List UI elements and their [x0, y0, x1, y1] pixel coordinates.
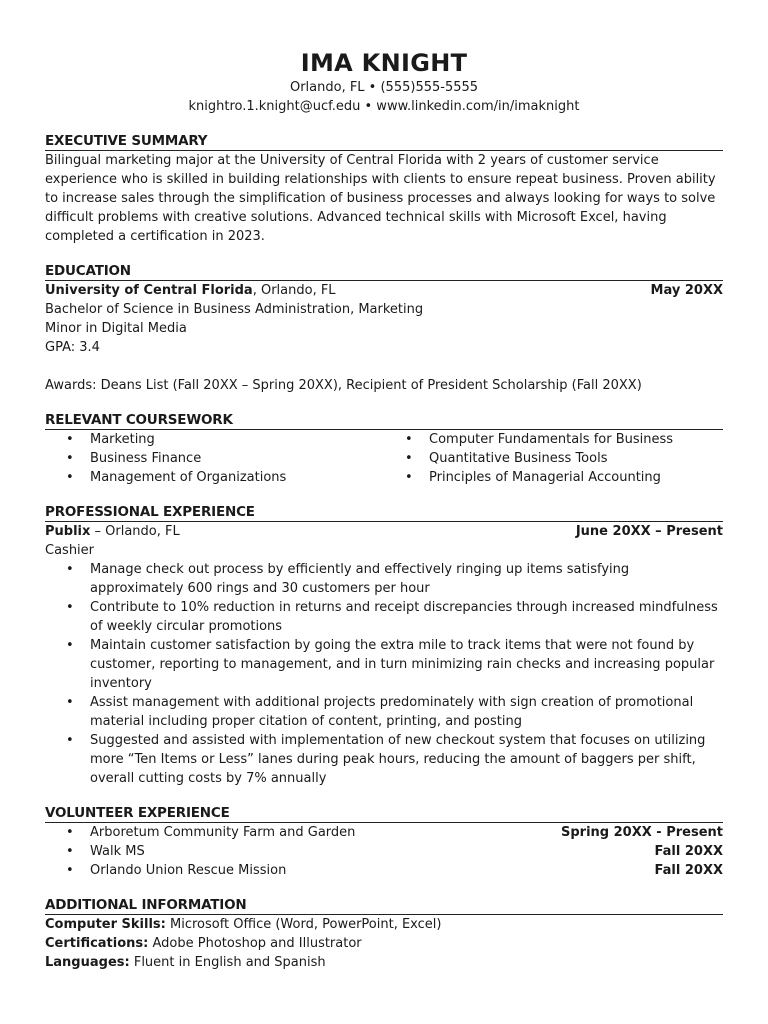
- list-item: • Business Finance: [45, 449, 384, 468]
- school-line: [45, 281, 336, 300]
- education-title: EDUCATION: [45, 262, 723, 281]
- list-item: • Computer Fundamentals for Business: [384, 430, 723, 449]
- school-location: , Orlando, FL: [252, 283, 336, 298]
- list-item: • Principles of Managerial Accounting: [384, 468, 723, 487]
- experience-section: [45, 503, 723, 788]
- education-section: [45, 262, 723, 395]
- email-linkedin: knightro.1.knight@ucf.edu • www.linkedin.com/in/imaknight: [188, 99, 580, 114]
- list-item: • Manage check out process by efficiently and effectively ringing up items satisfying approximately 600 rings and 30 customers per hour: [45, 560, 723, 598]
- list-item: • Assist management with additional projects predominately with sign creation of promotional material including proper citation of content, printing, and posting: [45, 693, 723, 731]
- lang-label: Languages:: [45, 955, 130, 970]
- volunteer-org: • Walk MS: [90, 844, 145, 859]
- education-date: May 20XX: [650, 283, 723, 298]
- list-item: • Suggested and assisted with implementation of new checkout system that focuses on utilizing more “Ten Items or Less” lanes during peak hours, reducing the amount of baggers per shift, overall cutting costs by 7% annually: [45, 731, 723, 788]
- volunteer-title: VOLUNTEER EXPERIENCE: [45, 804, 723, 823]
- volunteer-org: • Arboretum Community Farm and Garden: [90, 825, 356, 840]
- list-item: • Quantitative Business Tools: [384, 449, 723, 468]
- coursework-section: [45, 411, 723, 487]
- coursework-left-list: [45, 430, 384, 487]
- volunteer-section: [45, 804, 723, 880]
- volunteer-list: [45, 823, 723, 880]
- list-item: [45, 861, 723, 880]
- certs-value: Adobe Photoshop and Illustrator: [148, 936, 362, 951]
- certs-label: Certifications:: [45, 936, 149, 951]
- list-item: • Management of Organizations: [45, 468, 384, 487]
- volunteer-org: • Orlando Union Rescue Mission: [90, 863, 287, 878]
- summary-title: EXECUTIVE SUMMARY: [45, 132, 723, 151]
- coursework-title: RELEVANT COURSEWORK: [45, 411, 723, 430]
- employer-location: – Orlando, FL: [90, 524, 180, 539]
- school-name: University of Central Florida: [45, 283, 253, 298]
- additional-title: ADDITIONAL INFORMATION: [45, 896, 723, 915]
- location-phone: Orlando, FL • (555)555-5555: [289, 80, 479, 95]
- candidate-name: IMA KNIGHT: [300, 49, 468, 77]
- additional-section: [45, 896, 723, 972]
- list-item: • Contribute to 10% reduction in returns and receipt discrepancies through increased mindfulness of weekly circular promotions: [45, 598, 723, 636]
- skills-label: Computer Skills:: [45, 917, 166, 932]
- lang-value: Fluent in English and Spanish: [129, 955, 326, 970]
- minor: Minor in Digital Media: [45, 321, 187, 336]
- experience-bullets: [45, 560, 723, 788]
- volunteer-date: Fall 20XX: [654, 844, 723, 859]
- experience-title: PROFESSIONAL EXPERIENCE: [45, 503, 723, 522]
- computer-skills: [45, 915, 723, 934]
- degree: Bachelor of Science in Business Administration, Marketing: [45, 302, 424, 317]
- experience-date: June 20XX – Present: [575, 524, 723, 539]
- experience-header-row: [45, 522, 723, 541]
- languages: [45, 953, 723, 972]
- employer-line: [45, 522, 180, 541]
- coursework-columns: [45, 430, 723, 487]
- list-item: [45, 823, 723, 842]
- education-header-row: [45, 281, 723, 300]
- summary-text: Bilingual marketing major at the University of Central Florida with 2 years of customer service experience who is skilled in building relationships with clients to ensure repeat business. Proven ability to increase sales through the simplification of business processes and always looking for ways to solve difficult problems with creative solutions. Advanced technical skills with Microsoft Excel, having completed a certification in 2023.: [45, 153, 716, 244]
- awards: Awards: Deans List (Fall 20XX – Spring 20XX), Recipient of President Scholarship (Fall 20XX): [45, 378, 642, 393]
- volunteer-date: Spring 20XX - Present: [561, 825, 723, 840]
- employer-name: Publix: [45, 524, 91, 539]
- certifications: [45, 934, 723, 953]
- volunteer-date: Fall 20XX: [654, 863, 723, 878]
- list-item: • Marketing: [45, 430, 384, 449]
- list-item: [45, 842, 723, 861]
- resume-page: [45, 48, 723, 972]
- coursework-right-list: [384, 430, 723, 487]
- summary-section: [45, 132, 723, 246]
- skills-value: Microsoft Office (Word, PowerPoint, Excel): [165, 917, 442, 932]
- gpa: GPA: 3.4: [45, 340, 100, 355]
- list-item: • Maintain customer satisfaction by going the extra mile to track items that were not found by customer, reporting to management, and in turn minimizing rain checks and increasing popular inventory: [45, 636, 723, 693]
- job-role: Cashier: [45, 543, 95, 558]
